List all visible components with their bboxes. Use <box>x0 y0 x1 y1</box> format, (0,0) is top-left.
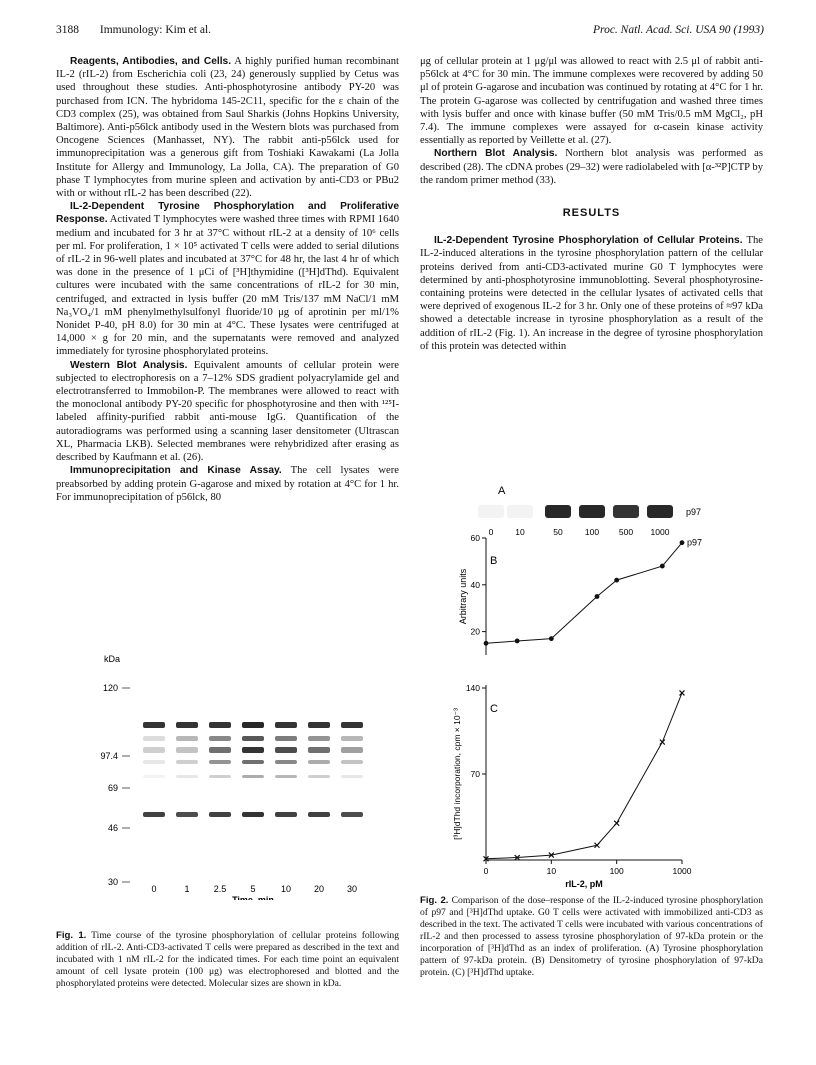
fig2-b-point <box>549 636 554 641</box>
paragraph-text: The cell lysates were preabsorbed by adding protein G-agarose and mixed by rotation at 4°C for 1 hr. For immunoprecipitation of p56lck, 80 <box>56 465 399 503</box>
fig1-lane-label: 20 <box>313 884 325 894</box>
fig1-band <box>341 760 363 764</box>
fig2-panel-a-lane-label: 100 <box>584 527 600 537</box>
fig1-band <box>143 812 165 817</box>
fig1-band <box>209 775 231 778</box>
fig1-band <box>242 747 264 753</box>
fig1-band <box>308 760 330 764</box>
fig1-band <box>176 747 198 753</box>
fig1-lane-label: 2.5 <box>213 884 227 894</box>
paragraph <box>56 55 399 200</box>
section-heading: Reagents, Antibodies, and Cells. <box>70 56 232 67</box>
fig2-panel-b-label: B <box>490 555 498 567</box>
fig1-band <box>275 775 297 778</box>
fig1-band <box>143 722 165 728</box>
fig1-band <box>242 812 264 817</box>
fig1-marker-label: 120 <box>102 683 118 693</box>
section-heading: Immunoprecipitation and Kinase Assay. <box>70 465 282 477</box>
paragraph-text: Equivalent amounts of cellular protein were subjected to electrophoresis on a 7–12% SDS gradient polyacrylamide gel and electrotransferred to Immobilon-P. The membranes were allowed to react with the monoclonal antibody PY-20 specific for phosphotyrosine and then with ¹²⁵I-labeled affinity-purified rabbit anti-mouse IgG. Quantification of the autoradiograms was performed using a scanning laser densitometer (Ultrascan XL, Pharmacia LKB). Selected membranes were rehybridized after erasing as described by Kaufmann et al. (26). <box>56 359 399 464</box>
fig1-band <box>209 760 231 764</box>
fig2-c-xtick-label: 10 <box>546 866 557 876</box>
fig1-band <box>308 747 330 753</box>
fig1-band <box>143 747 165 753</box>
fig1-lane-label: 10 <box>280 884 292 894</box>
fig2-b-point <box>484 641 489 646</box>
figure-1 <box>56 650 399 900</box>
section-heading: Western Blot Analysis. <box>70 359 188 371</box>
fig1-blot <box>56 650 399 900</box>
running-title: Immunology: Kim et al. <box>99 24 212 36</box>
fig2-b-ylabel: Arbitrary units <box>458 568 468 625</box>
paragraph-text: μg of cellular protein at 1 μg/μl was allowed to react with 2.5 μl of rabbit anti-p56lck at 4°C for 30 min. The immune complexes were recovered by adding 50 μl of protein G-agarose and incubation was continued by rotating at 4°C for 1 hr. The protein G-agarose was collected by centrifugation and washed three times with lysis buffer and once with kinase buffer (50 mM Tris/0.5 mM MgCl₂, pH 7.4). The immune complexes were assayed for α-casein kinase activity essentially as reported by Veillette et al. (27). <box>420 56 763 147</box>
paragraph <box>56 200 399 358</box>
fig1-band <box>275 722 297 728</box>
fig2-b-ytick-label: 20 <box>470 626 480 637</box>
fig2-c-ylabel: [³H]dThd incorporation, cpm × 10⁻³ <box>452 708 462 840</box>
fig1-band <box>308 775 330 778</box>
fig1-band <box>341 736 363 741</box>
fig1-band <box>176 812 198 817</box>
fig2-p97-band <box>507 505 533 518</box>
journal-title: Proc. Natl. Acad. Sci. USA 90 (1993) <box>593 24 764 36</box>
fig1-marker-label: 97.4 <box>100 751 118 761</box>
fig1-band <box>341 812 363 817</box>
paragraph <box>56 359 399 465</box>
fig2-c-ytick-label: 70 <box>470 769 480 779</box>
fig2-chart <box>420 480 763 890</box>
fig2-c-xtick-label: 100 <box>609 866 624 876</box>
fig2-panel-c-label: C <box>490 703 498 715</box>
fig2-panel-a-lane-label: 1000 <box>650 527 670 537</box>
fig1-kda-label: kDa <box>104 654 121 664</box>
fig2-c-ytick-label: 140 <box>465 683 480 693</box>
fig1-band <box>176 760 198 764</box>
fig1-band <box>176 775 198 778</box>
fig2-panel-a-band-label: p97 <box>686 507 702 517</box>
fig2-b-series-label: p97 <box>687 537 703 548</box>
fig1-lane-label: 1 <box>184 884 190 894</box>
section-heading: IL-2-Dependent Tyrosine Phosphorylation of Cellular Proteins. <box>434 235 743 247</box>
fig1-band <box>242 760 264 764</box>
right-column <box>420 55 763 353</box>
fig2-p97-band <box>579 505 605 518</box>
fig2-panel-a-label: A <box>498 485 506 497</box>
figure-2 <box>420 480 763 890</box>
paragraph-text: A highly purified human recombinant IL-2 (rIL-2) from Escherichia coli (23, 24) generously supplied by Cetus was used throughout these studies. Anti-phosphotyrosine antibody PY-20 was purchased from ICN. The hybridoma 145-2C11, specific for the ε chain of the CD3 complex (25), was obtained from Saul Sharkis (Johns Hopkins University, Baltimore). Anti-p56lck antibody used in the Western blots was purchased from Oncogene Sciences (Manhasset, NY). The rabbit anti-p56lck used for immunoprecipitation was a generous gift from Toshiaki Kawakami (La Jolla Institute for Allergy and Immunology, La Jolla, CA). The preparation of G0 phase T lymphocytes from murine spleen and activation by anti-CD3 or PBu2 with or without rIL-2 has been described (22). <box>56 56 399 200</box>
fig2-caption-label: Fig. 2. <box>420 895 449 906</box>
fig1-lane-label: 30 <box>346 884 358 894</box>
paragraph <box>56 464 399 504</box>
fig1-band <box>143 736 165 741</box>
results-heading: RESULTS <box>562 207 621 220</box>
fig1-band <box>176 722 198 728</box>
fig1-band <box>242 775 264 778</box>
fig1-band <box>308 812 330 817</box>
fig1-band <box>209 736 231 741</box>
fig2-panel-a-lane-label: 10 <box>515 527 525 537</box>
fig2-b-point <box>614 578 619 583</box>
fig1-marker-label: 46 <box>107 823 118 833</box>
fig2-panel-a-lane-label: 0 <box>488 527 494 537</box>
fig1-band <box>242 736 264 741</box>
fig1-band <box>242 722 264 728</box>
paragraph-text: Northern blot analysis was performed as described (28). The cDNA probes (29–32) were radiolabeled with [α-³²P]CTP by the random primer method (33). <box>420 148 764 186</box>
fig1-lane-label: 5 <box>250 884 256 894</box>
paragraph <box>420 55 763 147</box>
fig1-band <box>341 722 363 728</box>
fig2-b-point <box>680 540 685 545</box>
fig2-c-series-line <box>486 693 682 859</box>
fig1-caption-label: Fig. 1. <box>56 930 87 941</box>
fig2-c-xtick-label: 0 <box>483 866 489 876</box>
section-heading: Northern Blot Analysis. <box>434 148 558 160</box>
page-header-left <box>56 24 211 36</box>
fig2-panel-a-lane-label: 50 <box>553 527 563 537</box>
fig1-band <box>341 775 363 778</box>
fig2-panel-a-lane-label: 500 <box>618 527 634 537</box>
fig2-c-xtick-label: 1000 <box>672 866 692 876</box>
fig2-b-ytick-label: 40 <box>470 579 480 590</box>
fig2-c-xlabel: rIL-2, pM <box>565 879 603 889</box>
fig2-caption <box>420 895 763 979</box>
fig1-caption-text: Time course of the tyrosine phosphorylation of cellular proteins following addition of rIL-2. Anti-CD3-activated T cells were prepared as described in the text and incubated with 1 nM rIL-2 for the indicated times. For each time point an equivalent amount of cell lysate protein (100 μg) was electrophoresed and blotted and the phosphorylated proteins were detected. Molecular sizes are shown in kDa. <box>56 930 400 989</box>
fig1-caption <box>56 930 399 990</box>
paragraph <box>420 147 763 187</box>
page-number: 3188 <box>56 24 79 36</box>
fig2-caption-text: Comparison of the dose–response of the IL-2-induced tyrosine phosphorylation of p97 and [³H]dThd uptake. G0 T cells were activated with immobilized anti-CD3 as described in the text. The activated T cells were incubated with various concentrations of rIL-2 and then processed to assess tyrosine phosphorylation of 97-kDa protein or the incorporation of [³H]dThd as an index of proliferation. (A) Tyrosine phosphorylation pattern of 97-kDa protein. (B) Densitometry of tyrosine phosphorylation of 97-kDa protein. (C) [³H]dThd uptake. <box>420 895 764 978</box>
fig1-band <box>176 736 198 741</box>
fig2-c-point <box>680 690 685 695</box>
paragraph-text: Activated T lymphocytes were washed three times with RPMI 1640 medium and incubated for 3 hr at 37°C without rIL-2 at a density of 10⁶ cells per ml. For proliferation, 1 × 10⁵ activated T cells were added to serial dilutions of rIL-2 in 96-well plates and incubated at 37°C for 48 hr, the last 4 hr of which was done in the presence of 1 μCi of [³H]thymidine ([³H]dThd). Equivalent cultures were incubated with the same concentrations of rIL-2 for 30 min, centrifuged, and extracted in lysis buffer (20 mM Tris/137 mM NaCl/1 mM Na₃VO₄/1 mM phenylmethylsulfonyl fluoride/10 μg of aprotinin per ml/1% Nonidet P-40, pH 8.0) for 30 min at 4°C. These lysates were centrifuged at 14,000 × g for 20 min, and the supernatants were removed and analyzed immediately for tyrosine phosphorylated proteins. <box>56 214 399 358</box>
fig1-band <box>308 722 330 728</box>
paragraph <box>420 234 763 353</box>
fig1-band <box>143 760 165 764</box>
fig2-c-point <box>660 740 665 745</box>
fig1-band <box>275 747 297 753</box>
section-heading: IL-2-Dependent Tyrosine Phosphorylation and Proliferative Response. <box>56 201 399 226</box>
fig1-xlabel: Time, min <box>232 895 274 900</box>
fig1-lane-label: 0 <box>151 884 157 894</box>
fig2-p97-band <box>478 505 504 518</box>
fig1-marker-label: 69 <box>107 783 118 793</box>
fig2-b-ytick-label: 60 <box>470 533 480 543</box>
fig1-band <box>209 722 231 728</box>
fig1-band <box>275 812 297 817</box>
fig1-band <box>209 812 231 817</box>
paragraph-text: The IL-2-induced alterations in the tyrosine phosphorylation pattern of the cellular proteins derived from anti-CD3-activated murine G0 T lymphocytes were determined by anti-phosphotyrosine immunoblotting. Several phosphotyrosine-containing proteins were detected in the cellular lysates of activated cells that were deprived of exogenous IL-2 for 3 hr. Only one of these proteins of ≈97 kDa showed a detectable increase in tyrosine phosphorylation as a result of the addition of rIL-2 (Fig. 1). An increase in the degree of tyrosine phosphorylation of this protein was detected within <box>420 235 763 352</box>
fig2-b-series-line <box>486 543 682 644</box>
left-column <box>56 55 399 504</box>
fig2-p97-band <box>613 505 639 518</box>
fig2-b-point <box>515 639 520 644</box>
fig1-band <box>209 747 231 753</box>
fig1-band <box>341 747 363 753</box>
fig2-b-point <box>595 594 600 599</box>
fig2-c-point <box>614 821 619 826</box>
fig2-b-point <box>660 564 665 569</box>
fig1-band <box>143 775 165 778</box>
fig1-marker-label: 30 <box>107 877 118 887</box>
fig2-p97-band <box>647 505 673 518</box>
fig2-p97-band <box>545 505 571 518</box>
fig1-band <box>275 760 297 764</box>
fig1-band <box>308 736 330 741</box>
fig1-band <box>275 736 297 741</box>
